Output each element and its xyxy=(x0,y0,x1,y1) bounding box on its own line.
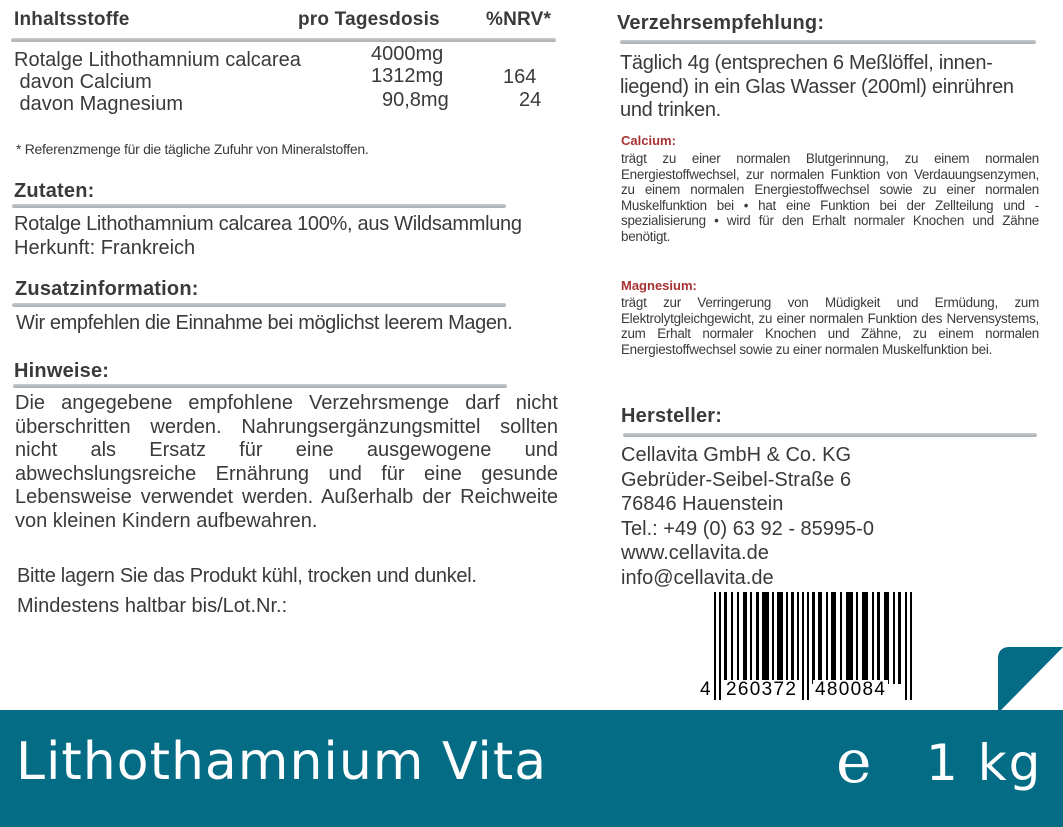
nutrition-row-name: davon Magnesium xyxy=(14,93,183,115)
barcode-first-digit: 4 xyxy=(700,679,711,700)
manufacturer-website[interactable]: www.cellavita.de xyxy=(621,542,769,564)
recommendation-rule xyxy=(620,40,1036,44)
nutrition-header-ingredient: Inhaltsstoffe xyxy=(14,9,130,30)
notes-rule xyxy=(13,384,507,388)
nutrition-row-amount: 90,8mg xyxy=(382,89,449,111)
ean-barcode xyxy=(700,592,930,700)
ingredients-heading: Zutaten: xyxy=(14,180,95,202)
manufacturer-heading: Hersteller: xyxy=(621,405,723,427)
barcode-left-group: 260372 xyxy=(726,679,798,700)
best-before-text: Mindestens haltbar bis/Lot.Nr.: xyxy=(17,595,288,617)
nutrition-row-name: davon Calcium xyxy=(14,71,152,93)
nutrition-row-name: Rotalge Lithothamnium calcarea xyxy=(14,49,301,71)
estimated-sign-icon: e xyxy=(836,727,872,797)
manufacturer-email[interactable]: info@cellavita.de xyxy=(621,566,774,589)
manufacturer-city: 76846 Hauenstein xyxy=(621,493,784,515)
magnesium-label: Magnesium: xyxy=(621,278,697,293)
manufacturer-street: Gebrüder-Seibel-Straße 6 xyxy=(621,468,852,491)
manufacturer-address xyxy=(621,443,874,590)
nutrition-row-nrv: 24 xyxy=(519,89,542,111)
additional-info-rule xyxy=(12,303,506,307)
nutrition-header-nrv: %NRV* xyxy=(486,9,552,30)
nutrition-footnote: * Referenzmenge für die tägliche Zufuhr von Mineralstoffen. xyxy=(16,141,369,157)
ingredients-origin: Herkunft: Frankreich xyxy=(14,237,196,259)
ingredients-line: Rotalge Lithothamnium calcarea 100%, aus Wildsammlung xyxy=(14,213,522,235)
corner-tab-decoration xyxy=(998,645,1063,711)
notes-heading: Hinweise: xyxy=(14,360,110,382)
calcium-text: trägt zu einer normalen Blutgerinnung, zu einem normalen Energiestoffwechsel, zur normalen Funktion von Verdauungsenzymen, zu einem normalen Energiestoffwechsel sowie zu einer normalen Muskelfunktion bei • hat eine Funktion bei der Zellteilung und -spezialisierung • wird für den Erhalt normaler Knochen und Zähne benötigt. xyxy=(621,151,1039,244)
additional-info-heading: Zusatzinformation: xyxy=(15,278,199,300)
ingredients-rule xyxy=(12,204,506,208)
recommendation-heading: Verzehrsempfehlung: xyxy=(617,12,825,34)
magnesium-text: trägt zur Verringerung von Müdigkeit und Ermüdung, zum Elektrolytgleichgewicht, zu einer normalen Funktion des Nervensystems, zum Erhalt normaler Knochen und Zähne, zu einem normalen Energiestoffwechsel sowie zu einer normalen Muskelfunktion bei. xyxy=(621,295,1039,357)
recommendation-text: Täglich 4g (entsprechen 6 Meßlöffel, innenliegend) in ein Glas Wasser (200ml) einrühren und trinken. xyxy=(620,52,1014,121)
nutrition-row-amount: 1312mg xyxy=(371,65,444,87)
net-weight: 1 kg xyxy=(926,734,1043,792)
additional-info-text: Wir empfehlen die Einnahme bei möglichst leerem Magen. xyxy=(16,312,513,334)
nutrition-row-amount: 4000mg xyxy=(371,43,444,65)
notes-text: Die angegebene empfohlene Verzehrsmenge darf nicht überschritten werden. Nahrungsergänzungsmittel sollten nicht als Ersatz für eine ausgewogene und abwechslungsreiche Ernährung und für eine gesunde Lebensweise verwendet werden. Außerhalb der Reichweite von kleinen Kindern aufbewahren. xyxy=(15,392,558,532)
manufacturer-phone: Tel.: +49 (0) 63 92 - 85995-0 xyxy=(621,517,874,540)
manufacturer-company: Cellavita GmbH & Co. KG xyxy=(621,444,852,466)
nutrition-header-rule xyxy=(11,38,556,42)
product-banner xyxy=(0,710,1063,827)
nutrition-header-daily-dose: pro Tagesdosis xyxy=(298,9,440,30)
product-name: Lithothamnium Vita xyxy=(16,732,548,792)
manufacturer-rule xyxy=(623,433,1037,437)
nutrition-row-nrv: 164 xyxy=(503,66,537,88)
calcium-label: Calcium: xyxy=(621,133,676,148)
barcode-right-group: 480084 xyxy=(815,679,887,700)
storage-text: Bitte lagern Sie das Produkt kühl, trocken und dunkel. xyxy=(17,565,477,587)
